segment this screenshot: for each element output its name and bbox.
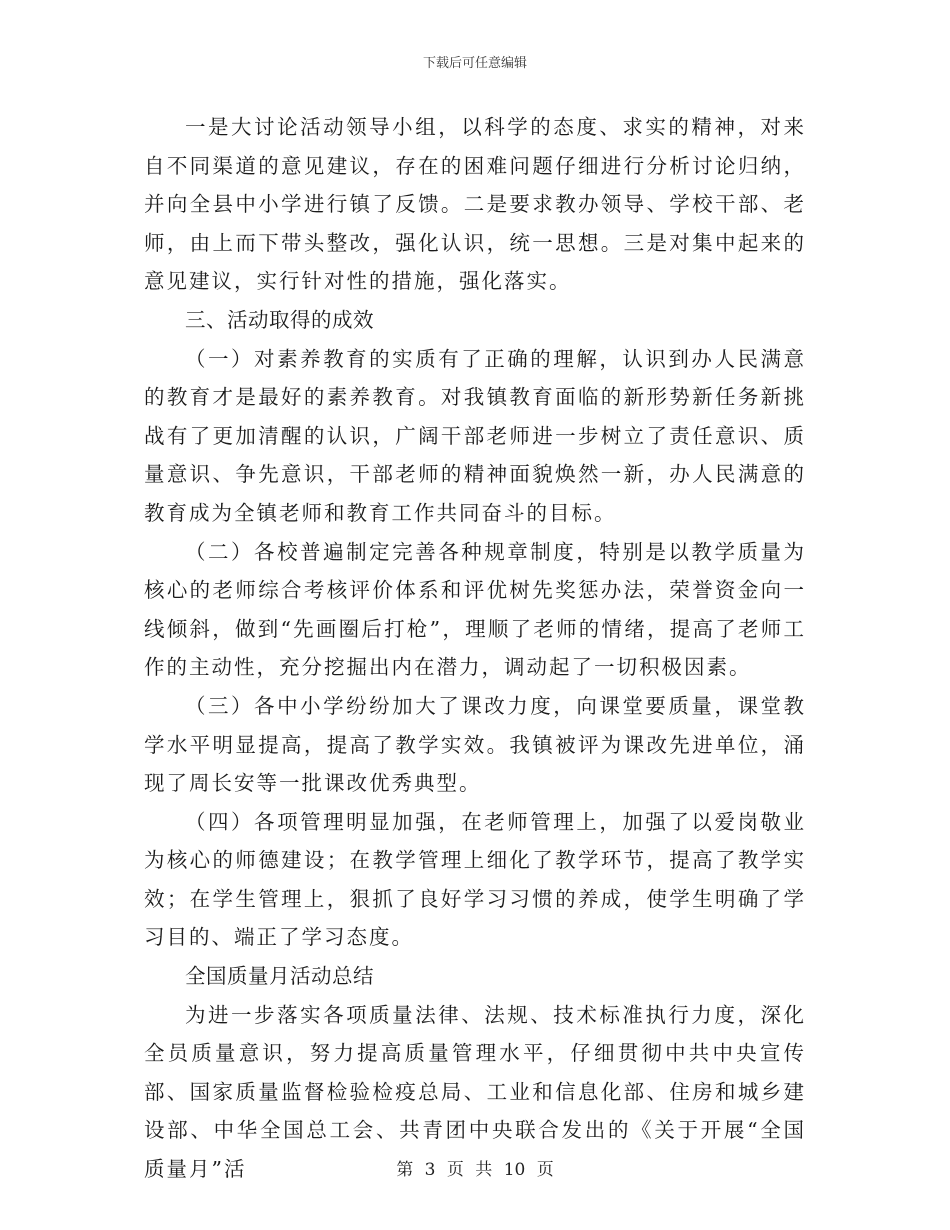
page-header: 下载后可任意编辑 bbox=[422, 56, 527, 71]
document-body bbox=[144, 108, 806, 1189]
paragraph-6: 为进一步落实各项质量法律、法规、技术标准执行力度，深化全员质量意识，努力提高质量管理水平，仔细贯彻中共中央宣传部、国家质量监督检验检疫总局、工业和信息化部、住房和城乡建设部、中华全国总工会、共青团中央联合发出的《关于开展“全国质量月”活 bbox=[144, 1002, 806, 1182]
paragraph-5: （四）各项管理明显加强，在老师管理上，加强了以爱岗敬业为核心的师德建设；在教学管理上细化了教学环节，提高了教学实效；在学生管理上，狠抓了良好学习习惯的养成，使学生明确了学习目的、端正了学习态度。 bbox=[144, 809, 806, 950]
document-title: 全国质量月活动总结 bbox=[185, 964, 374, 989]
paragraph-4: （三）各中小学纷纷加大了课改力度，向课堂要质量，课堂教学水平明显提高，提高了教学实效。我镇被评为课改先进单位，涌现了周长安等一批课改优秀典型。 bbox=[144, 693, 806, 796]
paragraph-3: （二）各校普遍制定完善各种规章制度，特别是以教学质量为核心的老师综合考核评价体系和评优树先奖惩办法，荣誉资金向一线倾斜，做到“先画圈后打枪”，理顺了老师的情绪，提高了老师工作的主动性，充分挖掘出内在潜力，调动起了一切积极因素。 bbox=[144, 539, 806, 680]
page-footer: 第 3 页 共 10 页 bbox=[396, 1160, 554, 1180]
paragraph-2: （一）对素养教育的实质有了正确的理解，认识到办人民满意的教育才是最好的素养教育。对我镇教育面临的新形势新任务新挑战有了更加清醒的认识，广阔干部老师进一步树立了责任意识、质量意识、争先意识，干部老师的精神面貌焕然一新，办人民满意的教育成为全镇老师和教育工作共同奋斗的目标。 bbox=[144, 346, 806, 525]
section-heading-3: 三、活动取得的成效 bbox=[185, 307, 374, 332]
paragraph-1: 一是大讨论活动领导小组，以科学的态度、求实的精神，对来自不同渠道的意见建议，存在的困难问题仔细进行分析讨论归纳，并向全县中小学进行镇了反馈。二是要求教办领导、学校干部、老师，由上而下带头整改，强化认识，统一思想。三是对集中起来的意见建议，实行针对性的措施，强化落实。 bbox=[144, 115, 806, 294]
